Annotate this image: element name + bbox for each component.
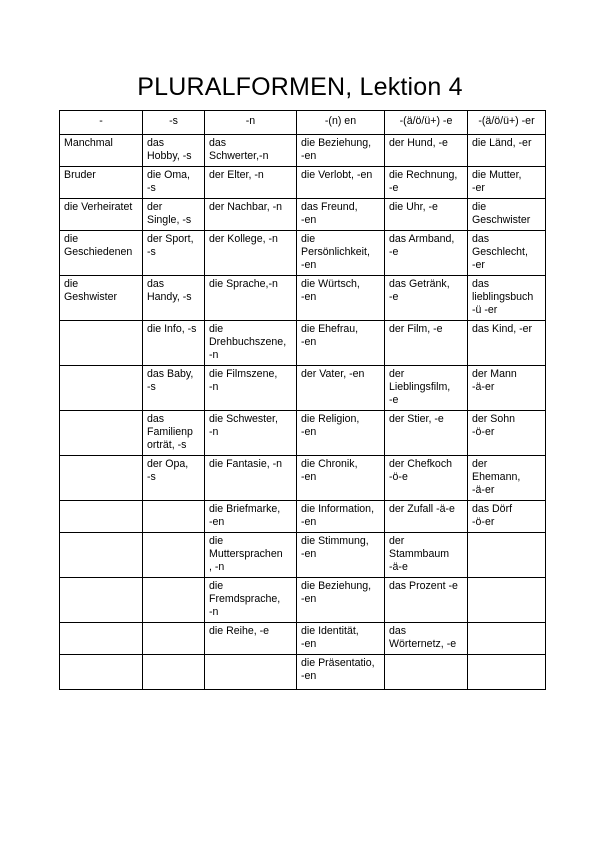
cell-text: der Lieblingsfilm, -e <box>389 367 451 407</box>
table-cell <box>205 199 297 231</box>
table-cell <box>60 622 143 654</box>
table-cell <box>468 532 546 577</box>
table-cell <box>60 199 143 231</box>
table-cell <box>297 365 385 410</box>
table-cell <box>205 410 297 455</box>
cell-text: der Single, -s <box>147 201 192 227</box>
column-header: -(n) en <box>297 111 385 135</box>
cell-text: die Fremdsprache, -n <box>209 579 281 619</box>
cell-text: das Wörternetz, -e <box>389 624 457 650</box>
cell-text: die Schwester, -n <box>209 412 278 438</box>
cell-text: der Ehemann, -ä-er <box>472 457 521 497</box>
table-cell <box>385 231 468 276</box>
table-cell <box>143 654 205 689</box>
table-row <box>60 320 546 365</box>
table-cell <box>60 135 143 167</box>
table-row <box>60 231 546 276</box>
table-cell <box>468 167 546 199</box>
table-cell <box>205 320 297 365</box>
table-cell <box>297 622 385 654</box>
table-cell <box>385 455 468 500</box>
cell-text: das Freund, -en <box>301 201 358 227</box>
table-cell <box>297 167 385 199</box>
table-cell <box>205 365 297 410</box>
table-cell <box>385 135 468 167</box>
cell-text: der Kollege, -n <box>209 233 278 245</box>
cell-text: Bruder <box>64 169 96 181</box>
table-cell <box>297 455 385 500</box>
cell-text: der Zufall -ä-e <box>389 502 455 515</box>
table-cell <box>143 365 205 410</box>
cell-text: das Getränk, -e <box>389 277 450 303</box>
table-row <box>60 455 546 500</box>
table-cell <box>297 320 385 365</box>
cell-text: das Schwerter,-n <box>209 137 269 163</box>
cell-text: die Geschiedenen <box>64 233 133 259</box>
cell-text: die Stimmung, -en <box>301 534 369 560</box>
table-row <box>60 135 546 167</box>
table-cell <box>468 500 546 532</box>
table-cell <box>205 654 297 689</box>
cell-text: die Länd, -er <box>472 137 532 149</box>
cell-text: die Oma, -s <box>147 169 190 195</box>
cell-text: der Stier, -e <box>389 412 444 425</box>
table-cell <box>143 275 205 320</box>
cell-text: das Handy, -s <box>147 277 192 303</box>
cell-text: das Geschlecht, -er <box>472 233 528 272</box>
table-cell <box>385 410 468 455</box>
cell-text: die Identität, -en <box>301 624 359 650</box>
table-row <box>60 532 546 577</box>
table-cell <box>297 275 385 320</box>
table-cell <box>60 320 143 365</box>
table-cell <box>205 500 297 532</box>
plural-forms-table <box>59 110 546 690</box>
table-cell <box>468 622 546 654</box>
table-cell <box>468 577 546 622</box>
table-cell <box>468 455 546 500</box>
cell-text: der Film, -e <box>389 322 443 335</box>
table-cell <box>143 231 205 276</box>
table-cell <box>385 167 468 199</box>
cell-text: die Beziehung, -en <box>301 137 372 163</box>
cell-text: der Vater, -en <box>301 367 365 380</box>
page-title: PLURALFORMEN, Lektion 4 <box>137 73 463 101</box>
table-cell <box>60 500 143 532</box>
table-cell <box>143 532 205 577</box>
table-cell <box>143 410 205 455</box>
cell-text: das Prozent -e <box>389 579 458 592</box>
cell-text: der Sohn -ö-er <box>472 412 515 438</box>
cell-text: der Hund, -e <box>389 137 448 149</box>
table-cell <box>468 410 546 455</box>
table-row <box>60 577 546 622</box>
cell-text: die Verheiratet <box>64 201 133 213</box>
cell-text: die Muttersprachen , -n <box>209 534 283 574</box>
table-cell <box>297 500 385 532</box>
column-header: -(ä/ö/ü+) -e <box>385 111 468 135</box>
table-row <box>60 365 546 410</box>
table-row <box>60 500 546 532</box>
cell-text: der Elter, -n <box>209 169 264 181</box>
table-cell <box>143 320 205 365</box>
column-header: -n <box>205 111 297 135</box>
table-row <box>60 622 546 654</box>
table-cell <box>205 231 297 276</box>
table-cell <box>60 167 143 199</box>
table-cell <box>468 320 546 365</box>
cell-text: die Rechnung, -e <box>389 169 458 195</box>
cell-text: die Verlobt, -en <box>301 169 373 181</box>
table-cell <box>60 654 143 689</box>
table-cell <box>297 135 385 167</box>
table-cell <box>385 365 468 410</box>
cell-text: der Mann -ä-er <box>472 367 517 393</box>
table-cell <box>468 275 546 320</box>
table-row <box>60 167 546 199</box>
column-header: -(ä/ö/ü+) -er <box>468 111 546 135</box>
cell-text: die Geshwister <box>64 277 117 303</box>
table-cell <box>297 654 385 689</box>
cell-text: die Fantasie, -n <box>209 457 283 470</box>
table-cell <box>205 167 297 199</box>
cell-text: die Filmszene, -n <box>209 367 278 393</box>
column-header: -s <box>143 111 205 135</box>
cell-text: die Geschwister <box>472 201 531 227</box>
cell-text: die Briefmarke, -en <box>209 502 281 528</box>
table-row <box>60 654 546 689</box>
cell-text: das Armband, -e <box>389 233 455 259</box>
table-cell <box>205 455 297 500</box>
table-cell <box>143 199 205 231</box>
cell-text: das Hobby, -s <box>147 137 192 163</box>
cell-text: der Stammbaum -ä-e <box>389 534 450 574</box>
table-header-row <box>60 111 546 135</box>
table-cell <box>297 410 385 455</box>
cell-text: das Baby, -s <box>147 367 194 393</box>
table-cell <box>385 275 468 320</box>
table-cell <box>60 231 143 276</box>
table-cell <box>205 532 297 577</box>
table-row <box>60 275 546 320</box>
column-header: - <box>60 111 143 135</box>
table-cell <box>385 500 468 532</box>
cell-text: die Präsentatio, -en <box>301 656 375 682</box>
cell-text: das lieblingsbuch -ü -er <box>472 277 534 317</box>
table-cell <box>468 135 546 167</box>
table-cell <box>297 231 385 276</box>
table-cell <box>60 275 143 320</box>
cell-text: der Opa, -s <box>147 457 189 483</box>
table-cell <box>468 654 546 689</box>
table-cell <box>143 500 205 532</box>
table-cell <box>205 577 297 622</box>
table-cell <box>297 532 385 577</box>
table-cell <box>60 577 143 622</box>
table-cell <box>205 622 297 654</box>
cell-text: die Reihe, -e <box>209 624 270 637</box>
cell-text: das Dörf -ö-er <box>472 502 513 528</box>
table-cell <box>60 410 143 455</box>
table-cell <box>143 455 205 500</box>
cell-text: die Mutter, -er <box>472 169 522 195</box>
table-cell <box>385 654 468 689</box>
cell-text: die Ehefrau, -en <box>301 322 359 348</box>
cell-text: die Drehbuchszene, -n <box>209 322 287 362</box>
cell-text: die Religion, -en <box>301 412 360 438</box>
cell-text: die Uhr, -e <box>389 201 438 213</box>
table-cell <box>143 135 205 167</box>
table-cell <box>143 167 205 199</box>
table-cell <box>143 577 205 622</box>
table-cell <box>205 275 297 320</box>
table-cell <box>60 365 143 410</box>
cell-text: das Kind, -er <box>472 322 533 335</box>
table-cell <box>385 532 468 577</box>
table-cell <box>297 199 385 231</box>
cell-text: die Chronik, -en <box>301 457 358 483</box>
table-cell <box>468 199 546 231</box>
table-cell <box>385 320 468 365</box>
cell-text: die Info, -s <box>147 322 197 335</box>
table-row <box>60 199 546 231</box>
table-cell <box>60 455 143 500</box>
cell-text: der Nachbar, -n <box>209 201 283 213</box>
cell-text: die Beziehung, -en <box>301 579 372 605</box>
cell-text: Manchmal <box>64 137 113 149</box>
table-cell <box>468 231 546 276</box>
cell-text: das Familienp orträt, -s <box>147 412 193 452</box>
table-cell <box>143 622 205 654</box>
cell-text: die Persönlichkeit, -en <box>301 233 370 272</box>
table-cell <box>385 199 468 231</box>
table-cell <box>468 365 546 410</box>
cell-text: die Sprache,-n <box>209 277 278 290</box>
table-cell <box>385 577 468 622</box>
cell-text: die Information, -en <box>301 502 375 528</box>
table-cell <box>205 135 297 167</box>
table-cell <box>385 622 468 654</box>
cell-text: die Würtsch, -en <box>301 277 360 303</box>
cell-text: der Chefkoch -ö-e <box>389 457 453 483</box>
table-row <box>60 410 546 455</box>
table-cell <box>297 577 385 622</box>
cell-text: der Sport, -s <box>147 233 194 259</box>
table-cell <box>60 532 143 577</box>
